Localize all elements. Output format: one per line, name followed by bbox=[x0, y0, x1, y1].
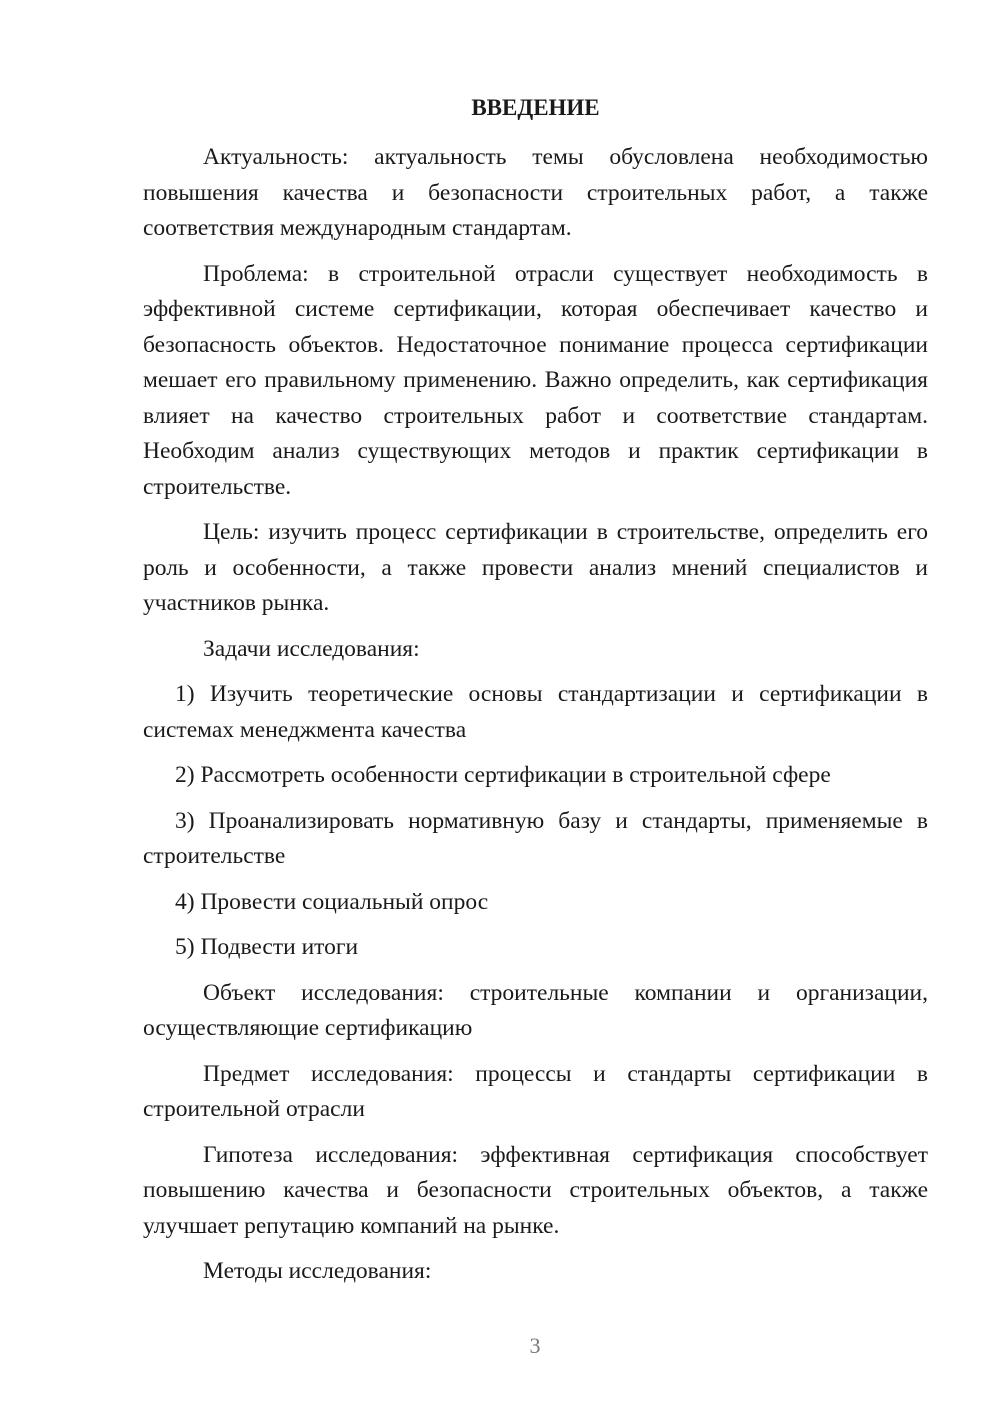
paragraph-goal: Цель: изучить процесс сертификации в строительстве, определить его роль и особенности, а также провести анализ мнений специалистов и участников рынка. bbox=[143, 519, 928, 616]
paragraph-problem: Проблема: в строительной отрасли существует необходимость в эффективной системе сертификации, которая обеспечивает качество и безопасность объектов. Недостаточное понимание процесса сертификации мешает его правильному применению. Важно определить, как сертификация влияет на качество строительных работ и соответствие стандартам. Необходим анализ существующих методов и практик сертификации в строительстве. bbox=[143, 260, 928, 500]
paragraph-relevance: Актуальность: актуальность темы обусловлена необходимостью повышения качества и безопасности строительных работ, а также соответствия международным стандартам. bbox=[143, 144, 928, 241]
page-number: 3 bbox=[529, 1333, 541, 1358]
page-content bbox=[143, 90, 928, 1300]
paragraph-object: Объект исследования: строительные компании и организации, осуществляющие сертификацию bbox=[143, 979, 928, 1041]
paragraph-methods: Методы исследования: bbox=[203, 1258, 432, 1284]
task-item-2: 2) Рассмотреть особенности сертификации в строительной сфере bbox=[175, 762, 831, 788]
page-title: ВВЕДЕНИЕ bbox=[471, 95, 600, 120]
paragraph-tasks-heading: Задачи исследования: bbox=[203, 635, 420, 662]
task-item-1: 1) Изучить теоретические основы стандартизации и сертификации в системах менеджмента качества bbox=[143, 681, 928, 743]
task-item-4: 4) Провести социальный опрос bbox=[175, 888, 489, 915]
paragraph-subject: Предмет исследования: процессы и стандарты сертификации в строительной отрасли bbox=[143, 1060, 928, 1122]
paragraph-hypothesis: Гипотеза исследования: эффективная сертификация способствует повышению качества и безопасности строительных объектов, а также улучшает репутацию компаний на рынке. bbox=[143, 1141, 928, 1239]
task-item-3: 3) Проанализировать нормативную базу и стандарты, применяемые в строительстве bbox=[143, 807, 928, 869]
task-item-5: 5) Подвести итоги bbox=[175, 934, 359, 960]
